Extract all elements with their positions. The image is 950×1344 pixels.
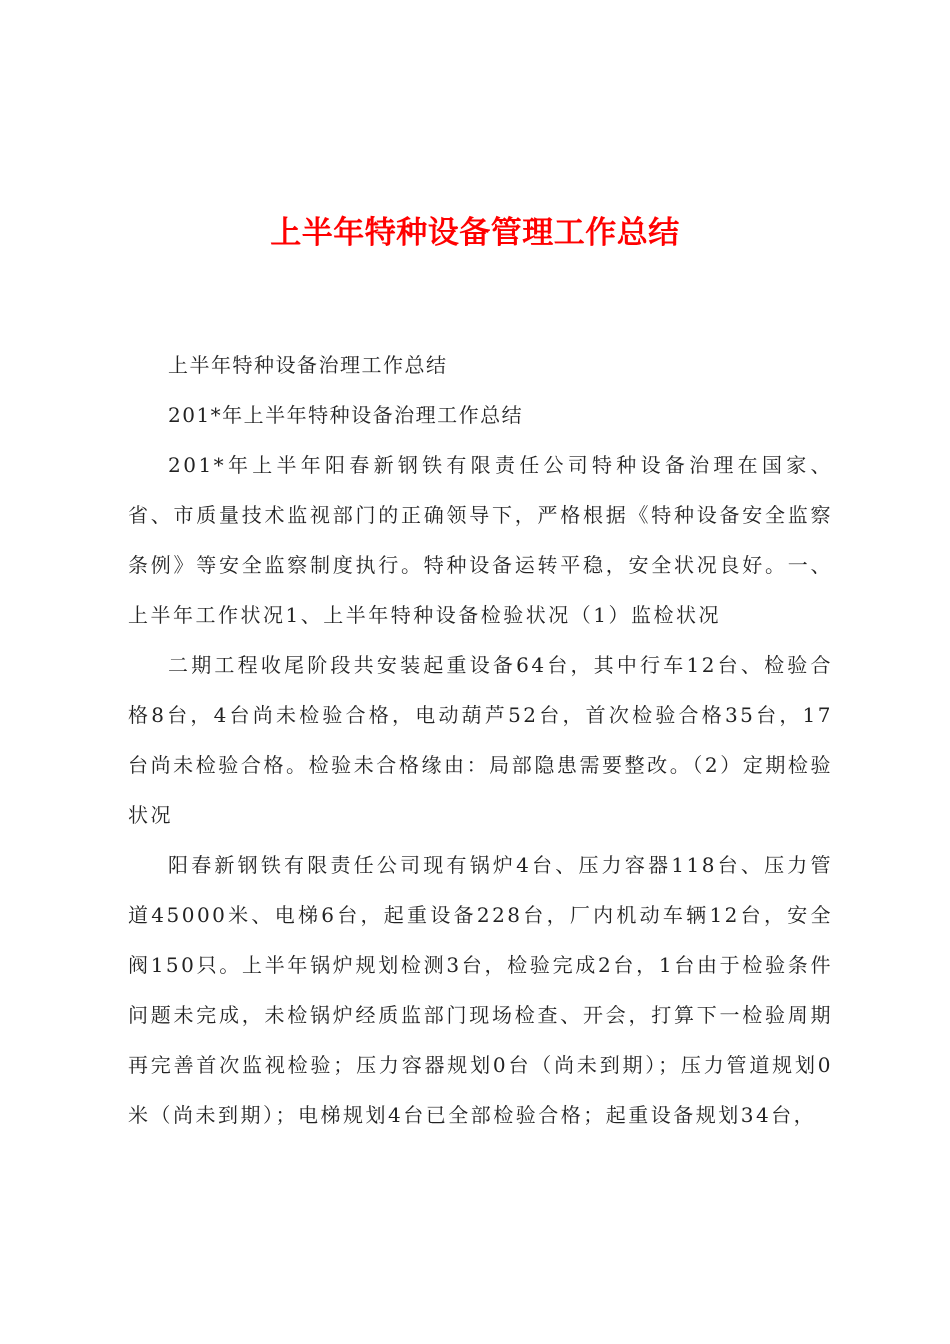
paragraph-subtitle: 上半年特种设备治理工作总结	[168, 353, 448, 377]
paragraph-intro: 201*年上半年阳春新钢铁有限责任公司特种设备治理在国家、省、市质量技术监视部门的正确领导下，严格根据《特种设备安全监察条例》等安全监察制度执行。特种设备运转平稳，安全状况良好。一、上半年工作状况1、上半年特种设备检验状况（1）监检状况	[128, 453, 833, 627]
document-body	[128, 340, 833, 1140]
paragraph-installation: 二期工程收尾阶段共安装起重设备64台，其中行车12台、检验合格8台，4台尚未检验合格，电动葫芦52台，首次检验合格35台，17台尚未检验合格。检验未合格缘由：局部隐患需要整改。（2）定期检验状况	[128, 653, 833, 827]
paragraph-heading: 201*年上半年特种设备治理工作总结	[168, 403, 524, 427]
document-title: 上半年特种设备管理工作总结	[270, 215, 680, 251]
paragraph-inspection: 阳春新钢铁有限责任公司现有锅炉4台、压力容器118台、压力管道45000米、电梯6台，起重设备228台，厂内机动车辆12台，安全阀150只。上半年锅炉规划检测3台，检验完成2台，1台由于检验条件问题未完成，未检锅炉经质监部门现场检查、开会，打算下一检验周期再完善首次监视检验；压力容器规划0台（尚未到期）；压力管道规划0米（尚未到期）；电梯规划4台已全部检验合格；起重设备规划34台，	[128, 853, 833, 1127]
